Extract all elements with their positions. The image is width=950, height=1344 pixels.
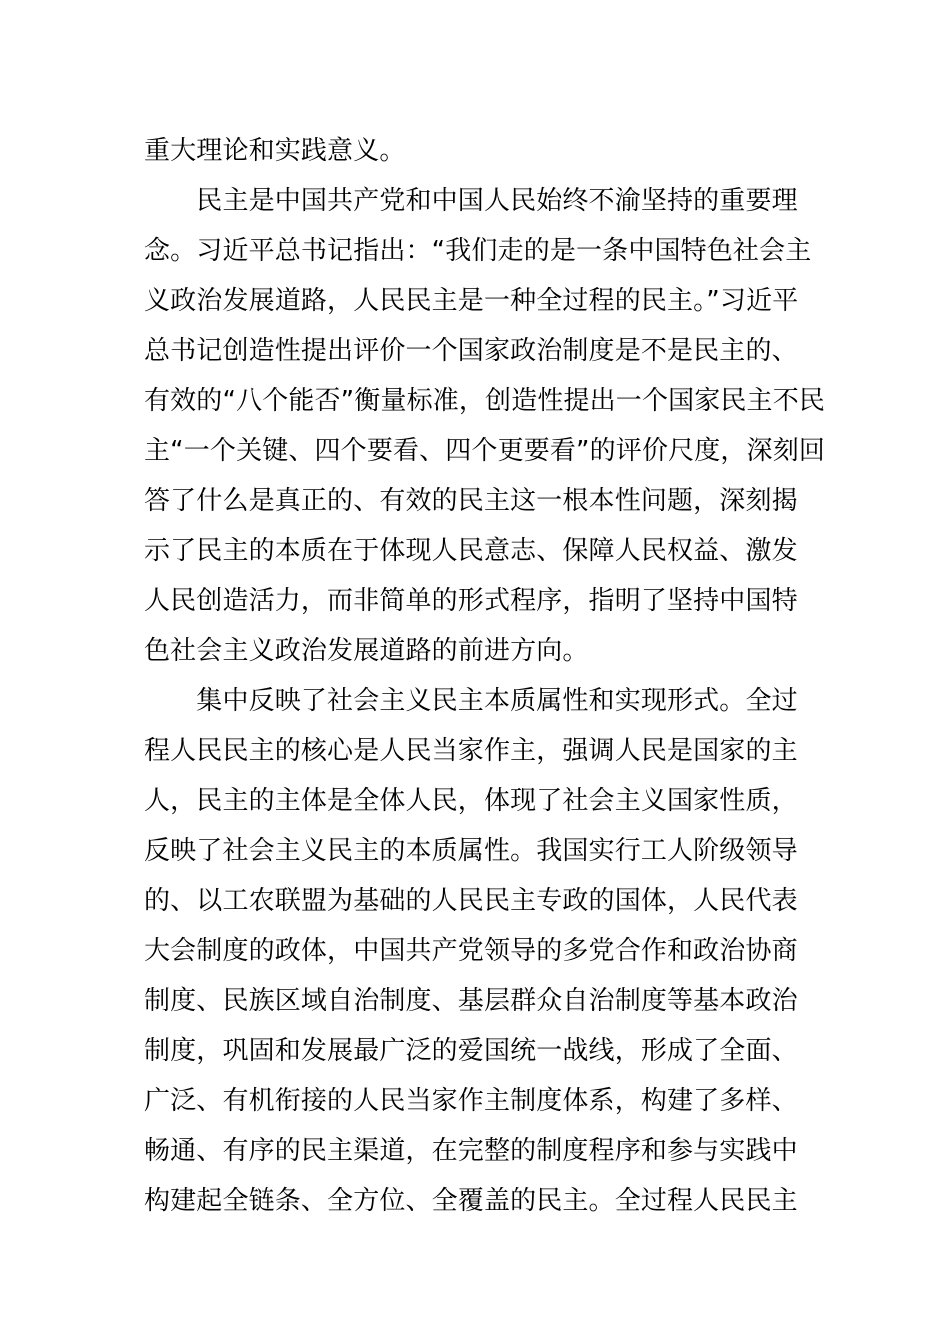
text-line: 的、以工农联盟为基础的人民民主专政的国体，人民代表 bbox=[144, 886, 798, 916]
text-line: 广泛、有机衔接的人民当家作主制度体系，构建了多样、 bbox=[144, 1086, 798, 1116]
text-line: 制度，巩固和发展最广泛的爱国统一战线，形成了全面、 bbox=[144, 1036, 798, 1066]
text-line: 重大理论和实践意义。 bbox=[144, 136, 406, 166]
text-line: 有效的“八个能否”衡量标准，创造性提出一个国家民主不民 bbox=[144, 386, 825, 416]
text-line: 制度、民族区域自治制度、基层群众自治制度等基本政治 bbox=[144, 986, 798, 1016]
text-line: 程人民民主的核心是人民当家作主，强调人民是国家的主 bbox=[144, 736, 798, 766]
text-line: 答了什么是真正的、有效的民主这一根本性问题，深刻揭 bbox=[144, 486, 798, 516]
text-line: 人民创造活力，而非简单的形式程序，指明了坚持中国特 bbox=[144, 586, 798, 616]
text-line: 主“一个关键、四个要看、四个更要看”的评价尺度，深刻回 bbox=[144, 436, 825, 466]
text-line: 义政治发展道路，人民民主是一种全过程的民主。”习近平 bbox=[144, 286, 799, 316]
text-line: 构建起全链条、全方位、全覆盖的民主。全过程人民民主 bbox=[144, 1186, 798, 1216]
body-text bbox=[144, 126, 824, 1226]
text-line: 色社会主义政治发展道路的前进方向。 bbox=[144, 636, 589, 666]
text-line: 集中反映了社会主义民主本质属性和实现形式。全过 bbox=[144, 686, 798, 716]
text-line: 民主是中国共产党和中国人民始终不渝坚持的重要理 bbox=[144, 186, 798, 216]
text-line: 总书记创造性提出评价一个国家政治制度是不是民主的、 bbox=[144, 336, 798, 366]
text-line: 反映了社会主义民主的本质属性。我国实行工人阶级领导 bbox=[144, 836, 798, 866]
text-line: 示了民主的本质在于体现人民意志、保障人民权益、激发 bbox=[144, 536, 798, 566]
text-line: 大会制度的政体，中国共产党领导的多党合作和政治协商 bbox=[144, 936, 798, 966]
text-line: 念。习近平总书记指出：“我们走的是一条中国特色社会主 bbox=[144, 236, 812, 266]
text-line: 人，民主的主体是全体人民，体现了社会主义国家性质， bbox=[144, 786, 798, 816]
text-line: 畅通、有序的民主渠道，在完整的制度程序和参与实践中 bbox=[144, 1136, 798, 1166]
